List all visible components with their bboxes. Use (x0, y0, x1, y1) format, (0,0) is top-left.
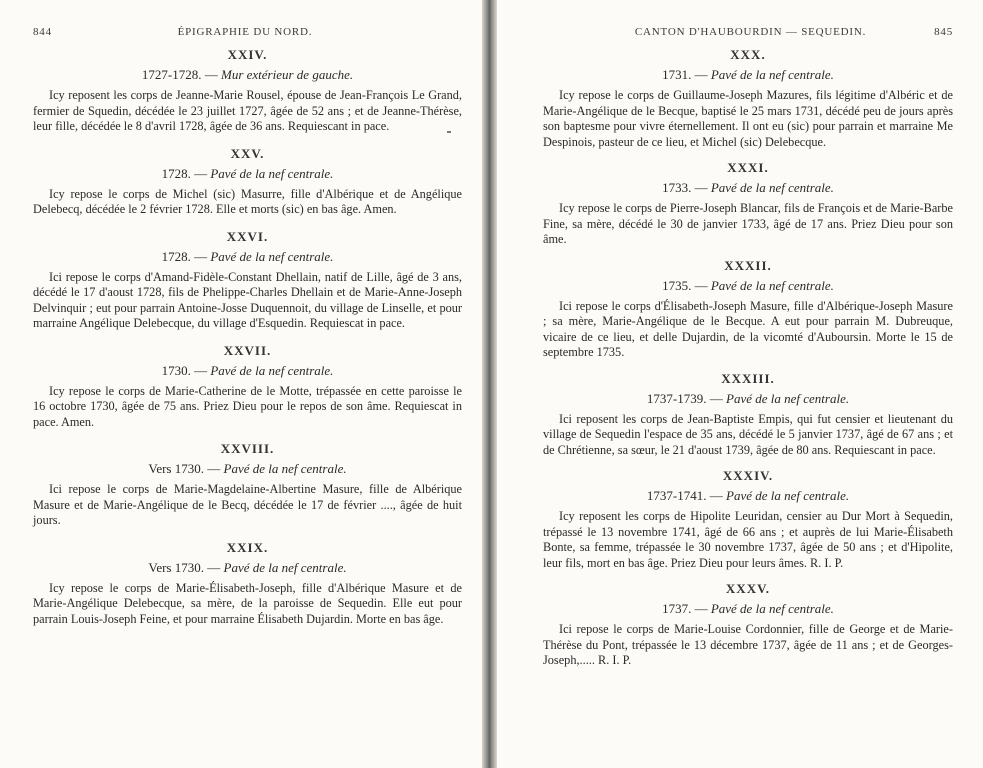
entry-location: Vers 1730. — Pavé de la nef centrale. (148, 461, 347, 476)
book-gutter (482, 0, 497, 768)
entry-number: XXX. (730, 47, 766, 62)
entry-date: 1731. (662, 67, 692, 82)
inscription-entry (33, 342, 462, 431)
entry-number: XXIV. (227, 47, 268, 62)
inscription-entry (543, 467, 953, 571)
inscription-entry (543, 159, 953, 248)
entry-text: Icy repose le corps de Marie-Catherine de le Motte, trépassée en cette paroisse le 16 octobre 1730, âgée de 75 ans. Priez Dieu pour le repos de son âme. Requiescat in pace. Amen. (33, 383, 462, 429)
entry-date: 1727-1728. (141, 67, 202, 82)
entry-number: XXXI. (727, 160, 769, 175)
entry-date: 1735. (662, 277, 692, 293)
entry-location: 1727-1728. — Mur extérieur de gauche. (141, 67, 354, 82)
inscription-entry (33, 440, 462, 529)
entry-text: Icy repose le corps de Pierre-Joseph Blancar, fils de François et de Marie-Barbe Fine, sa mère, décédé le 30 de janvier 1733, âgé de 17 ans. Priez Dieu pour son âme. (543, 201, 953, 246)
entry-place: Pavé de la nef centrale. (710, 601, 834, 616)
entry-location: 1733. — Pavé de la nef centrale. (662, 180, 834, 195)
entry-text: Icy reposent les corps de Jeanne-Marie Rousel, épouse de Jean-François Le Grand, fermier de Squedin, décédée le 23 juillet 1727, âgée de 52 ans ; et de Jeanne-Thérèse, leur fille, décédée le 8 d'avril 1728, âgée de 36 ans. Requiescant in pace. (33, 88, 462, 133)
inscription-entry (33, 539, 462, 628)
entry-location: 1737-1739. — Pavé de la nef centrale. (646, 390, 850, 406)
inscription-entry (543, 370, 953, 459)
entry-place: Pavé de la nef centrale. (726, 390, 850, 406)
entry-place: Mur extérieur de gauche. (220, 67, 354, 82)
entry-date: 1728. (161, 165, 191, 181)
entry-text: Icy repose le corps de Michel (sic) Masurre, fille d'Albérique et de Angélique Delebecq, décédée le 2 février 1728. Elle et morts (sic) en bas âge. Amen. (33, 186, 462, 216)
entry-date: 1728. (161, 248, 191, 264)
entry-number: XXVI. (226, 228, 269, 244)
left-page-number: 844 (33, 26, 52, 38)
entry-location: 1737-1741. — Pavé de la nef centrale. (646, 488, 850, 503)
entry-date: 1737. (662, 601, 692, 616)
entry-place: Pavé de la nef centrale. (210, 248, 334, 264)
entry-location: 1735. — Pavé de la nef centrale. (662, 277, 834, 293)
inscription-entry (543, 257, 953, 361)
entry-place: Pavé de la nef centrale. (710, 67, 834, 82)
inscription-entry (33, 46, 462, 135)
right-running-head (543, 26, 953, 46)
right-page-number: 845 (934, 26, 953, 38)
entry-number: XXVII. (223, 342, 272, 358)
entry-place: Pavé de la nef centrale. (223, 461, 347, 476)
entry-text: Ici reposent les corps de Jean-Baptiste Empis, qui fut censier et lieutenant du village de Sequedin l'espace de 35 ans, décédé le 5 janvier 1737, âgé de 67 ans ; et de Chrétienne, sa sœur, le 21 d'aoust 1739, âgée de 80 ans. Requiescant in pace. (543, 411, 953, 457)
inscription-entry (33, 228, 462, 332)
entry-number: XXIX. (226, 539, 269, 555)
entry-text: Ici repose le corps d'Élisabeth-Joseph Masure, fille d'Albérique-Joseph Masure ; sa mère, Marie-Angélique de le Becque. A eut pour parrain M. Dubreuque, vicaire de ce lieu, et delle Dujardin, de la vicomté d'Auboursin. Morte le 15 de septembre 1735. (543, 298, 953, 359)
entry-number: XXV. (230, 145, 265, 161)
entry-number: XXXV. (725, 581, 771, 596)
inscription-entry (543, 580, 953, 669)
entry-date: 1733. (662, 180, 692, 195)
entry-text: Icy reposent les corps de Hipolite Leuridan, censier au Dur Mort à Sequedin, trépassé le 13 novembre 1741, âgé de 66 ans ; et auprès de lui Marie-Élisabeth Bonte, sa femme, trépassée le 30 novembre 1737, âgée de 50 ans ; et d'Hipolite, leur fils, mort en bas âge. Priez Dieu pour leurs âmes. R. I. P. (543, 509, 953, 570)
inscription-entry (33, 145, 462, 218)
right-running-title: CANTON D'HAUBOURDIN — SEQUEDIN. (634, 26, 867, 38)
entry-location: 1730. — Pavé de la nef centrale. (161, 362, 334, 378)
entry-number: XXVIII. (220, 441, 275, 456)
entry-date: 1737-1739. (646, 390, 707, 406)
entry-location: 1728. — Pavé de la nef centrale. (161, 248, 334, 264)
left-page (0, 0, 482, 768)
entry-text: Icy repose le corps de Guillaume-Joseph Mazures, fils légitime d'Albéric et de Marie-Angélique de le Becque, baptisé le 25 mars 1731, décédé peu de jours après son baptesme pour vivre éternellement. Il ont eu (sic) pour parrain et marraine Me Despinois, pasteur de ce lieu, et Michel (sic) Delebecque. (543, 88, 953, 149)
entry-text: Icy repose le corps de Marie-Élisabeth-Joseph, fille d'Albérique Masure et de Marie-Angélique Delebecque, sa mère, de la paroisse de Sequedin. Elle eut pour parrain Louis-Joseph Feine, et pour marraine Élisabeth Dujardin. Morte en bas âge. (33, 580, 462, 626)
entry-location: 1731. — Pavé de la nef centrale. (662, 67, 834, 82)
entry-place: Pavé de la nef centrale. (210, 165, 334, 181)
entry-number: XXXIII. (721, 370, 775, 386)
entry-date: 1737-1741. (646, 488, 707, 503)
entry-text: Ici repose le corps de Marie-Magdelaine-Albertine Masure, fille de Albérique Masure et de Marie-Angélique de le Becq, décédée le 17 de février ...., âgée de huit jours. (33, 482, 462, 527)
entry-place: Pavé de la nef centrale. (726, 488, 850, 503)
entry-location: Vers 1730. — Pavé de la nef centrale. (148, 559, 347, 575)
inscription-entry (543, 46, 953, 150)
left-running-head (33, 26, 462, 46)
ink-speck (447, 131, 451, 133)
entry-date: 1730. (161, 362, 191, 378)
entry-place: Pavé de la nef centrale. (710, 277, 834, 293)
entry-location: 1728. — Pavé de la nef centrale. (161, 165, 334, 181)
right-page (497, 0, 983, 768)
left-running-title: ÉPIGRAPHIE DU NORD. (177, 26, 313, 38)
entry-place: Pavé de la nef centrale. (210, 362, 334, 378)
entry-number: XXXIV. (722, 468, 774, 483)
entry-date: Vers 1730. (148, 559, 204, 575)
entry-text: Ici repose le corps de Marie-Louise Cordonnier, fille de George et de Marie-Thérèse du Pont, trépassée le 13 décembre 1737, âgée de 11 ans ; et de Georges-Joseph,..... R. I. P. (543, 622, 953, 667)
entry-location: 1737. — Pavé de la nef centrale. (662, 601, 834, 616)
entry-place: Pavé de la nef centrale. (223, 559, 347, 575)
entry-text: Ici repose le corps d'Amand-Fidèle-Constant Dhellain, natif de Lille, âgé de 3 ans, décédé le 17 d'aoust 1728, fils de Phelippe-Charles Dhellain et de Marie-Anne-Joseph Delvinquir ; eut pour parrain Antoine-Josse Duquennoit, du village de Linselle, et pour marraine Angélique Delebecque, du village d'Esquedin. Requiescat in pace. (33, 269, 462, 330)
entry-place: Pavé de la nef centrale. (710, 180, 834, 195)
entry-date: Vers 1730. (148, 461, 204, 476)
entry-number: XXXII. (724, 257, 772, 273)
